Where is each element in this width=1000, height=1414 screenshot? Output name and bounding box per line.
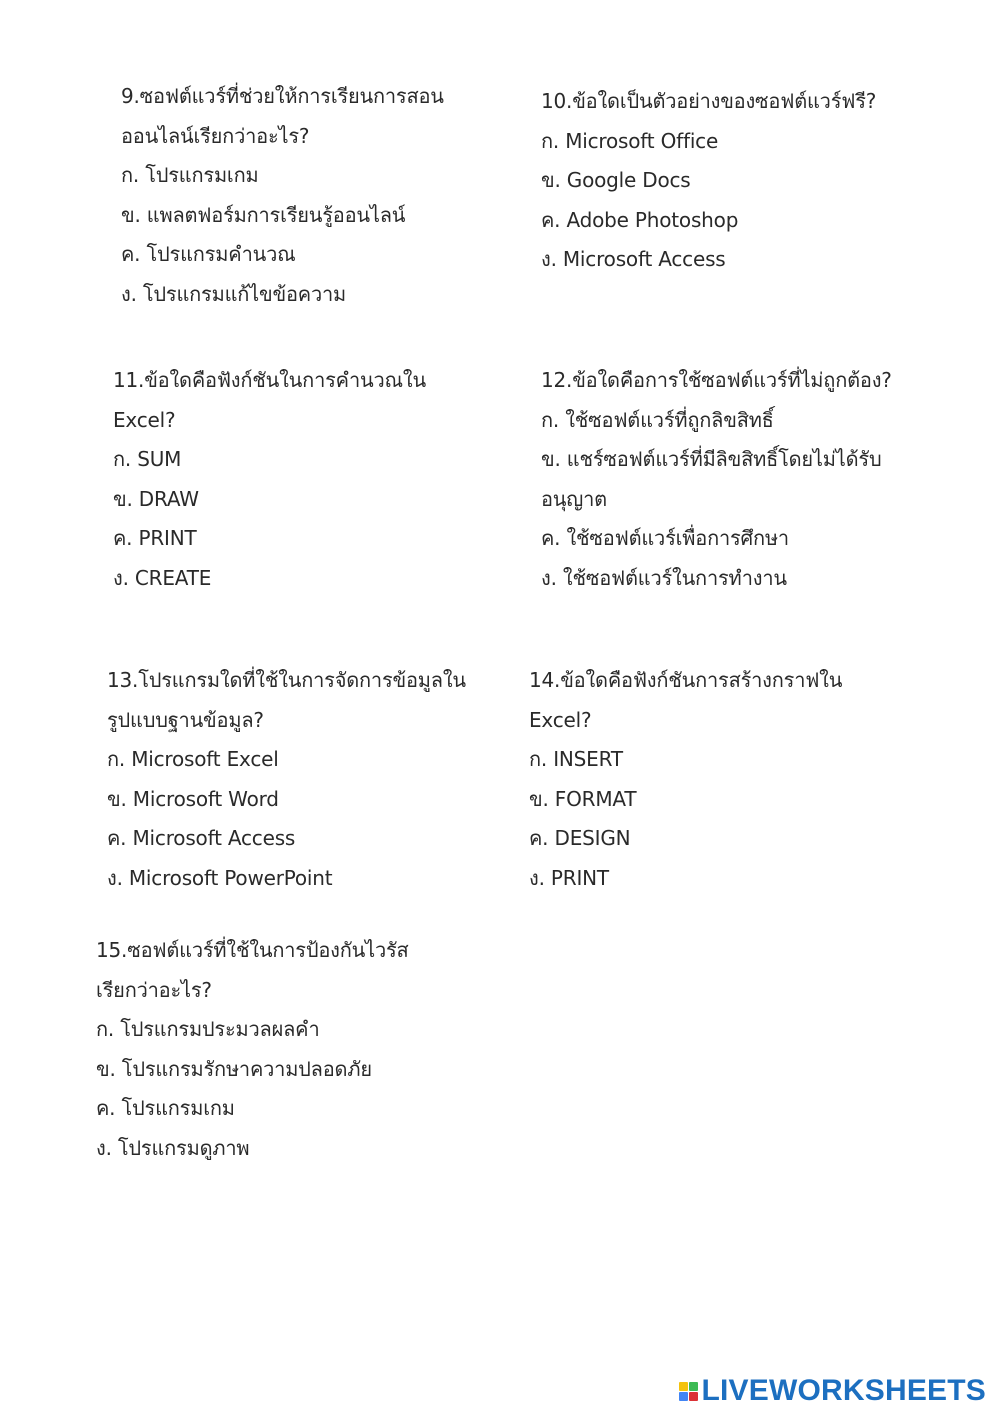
question-text: ออนไลน์เรียกว่าอะไร? xyxy=(121,123,310,148)
question-text: รูปแบบฐานข้อมูล? xyxy=(107,707,264,732)
answer-option-b[interactable]: ข. โปรแกรมรักษาความปลอดภัย xyxy=(96,1056,372,1081)
answer-option-d[interactable]: ง. Microsoft Access xyxy=(541,247,726,272)
answer-option-b[interactable]: ข. Google Docs xyxy=(541,168,691,193)
question-text: เรียกว่าอะไร? xyxy=(96,977,212,1002)
question-text: 14.ข้อใดคือฟังก์ชันการสร้างกราฟใน xyxy=(529,668,843,692)
answer-option-b[interactable]: ข. แพลตฟอร์มการเรียนรู้ออนไลน์ xyxy=(121,202,406,227)
answer-option-c[interactable]: ค. โปรแกรมเกม xyxy=(96,1096,235,1121)
answer-option-a[interactable]: ก. Microsoft Excel xyxy=(107,747,279,772)
answer-option-a[interactable]: ก. SUM xyxy=(113,447,182,472)
question-10 xyxy=(541,82,876,280)
answer-option-d[interactable]: ง. โปรแกรมดูภาพ xyxy=(96,1135,250,1160)
answer-option-a[interactable]: ก. โปรแกรมเกม xyxy=(121,163,259,188)
question-text: Excel? xyxy=(529,707,592,732)
answer-option-d[interactable]: ง. CREATE xyxy=(113,565,212,590)
answer-option-a[interactable]: ก. Microsoft Office xyxy=(541,128,719,153)
answer-option-d[interactable]: ง. PRINT xyxy=(529,865,609,890)
answer-option-b[interactable]: ข. Microsoft Word xyxy=(107,786,279,811)
question-text: 15.ซอฟต์แวร์ที่ใช้ในการป้องกันไวรัส xyxy=(96,938,409,962)
liveworksheets-brand xyxy=(679,1374,987,1408)
question-text: 11.ข้อใดคือฟังก์ชันในการคำนวณใน xyxy=(113,368,426,392)
answer-option-b[interactable]: ข. แชร์ซอฟต์แวร์ที่มีลิขสิทธิ์โดยไม่ได้รับ xyxy=(541,447,882,472)
answer-option-b[interactable]: ข. DRAW xyxy=(113,486,199,511)
answer-option-c[interactable]: ค. DESIGN xyxy=(529,826,631,851)
answer-option-a[interactable]: ก. INSERT xyxy=(529,747,623,772)
question-text: 12.ข้อใดคือการใช้ซอฟต์แวร์ที่ไม่ถูกต้อง? xyxy=(541,368,892,392)
question-13 xyxy=(107,661,466,899)
question-text: 9.ซอฟต์แวร์ที่ช่วยให้การเรียนการสอน xyxy=(121,84,444,108)
question-15 xyxy=(96,931,409,1169)
question-text: 10.ข้อใดเป็นตัวอย่างของซอฟต์แวร์ฟรี? xyxy=(541,89,877,113)
question-text: 13.โปรแกรมใดที่ใช้ในการจัดการข้อมูลใน xyxy=(107,668,466,692)
question-11 xyxy=(113,361,426,599)
answer-option-b-continued[interactable]: อนุญาต xyxy=(541,486,607,511)
question-9 xyxy=(121,77,444,315)
answer-option-b[interactable]: ข. FORMAT xyxy=(529,786,637,811)
answer-option-d[interactable]: ง. Microsoft PowerPoint xyxy=(107,865,333,890)
answer-option-c[interactable]: ค. ใช้ซอฟต์แวร์เพื่อการศึกษา xyxy=(541,526,789,551)
answer-option-d[interactable]: ง. ใช้ซอฟต์แวร์ในการทำงาน xyxy=(541,565,787,590)
liveworksheets-logo-icon xyxy=(679,1382,698,1401)
answer-option-a[interactable]: ก. ใช้ซอฟต์แวร์ที่ถูกลิขสิทธิ์ xyxy=(541,407,774,432)
brand-name: LIVEWORKSHEETS xyxy=(701,1374,986,1407)
answer-option-a[interactable]: ก. โปรแกรมประมวลผลคำ xyxy=(96,1017,320,1042)
answer-option-c[interactable]: ค. PRINT xyxy=(113,526,197,551)
answer-option-c[interactable]: ค. Adobe Photoshop xyxy=(541,207,739,232)
answer-option-d[interactable]: ง. โปรแกรมแก้ไขข้อความ xyxy=(121,281,347,306)
answer-option-c[interactable]: ค. โปรแกรมคำนวณ xyxy=(121,242,296,267)
question-text: Excel? xyxy=(113,407,176,432)
question-12 xyxy=(541,361,892,599)
answer-option-c[interactable]: ค. Microsoft Access xyxy=(107,826,296,851)
question-14 xyxy=(529,661,842,899)
